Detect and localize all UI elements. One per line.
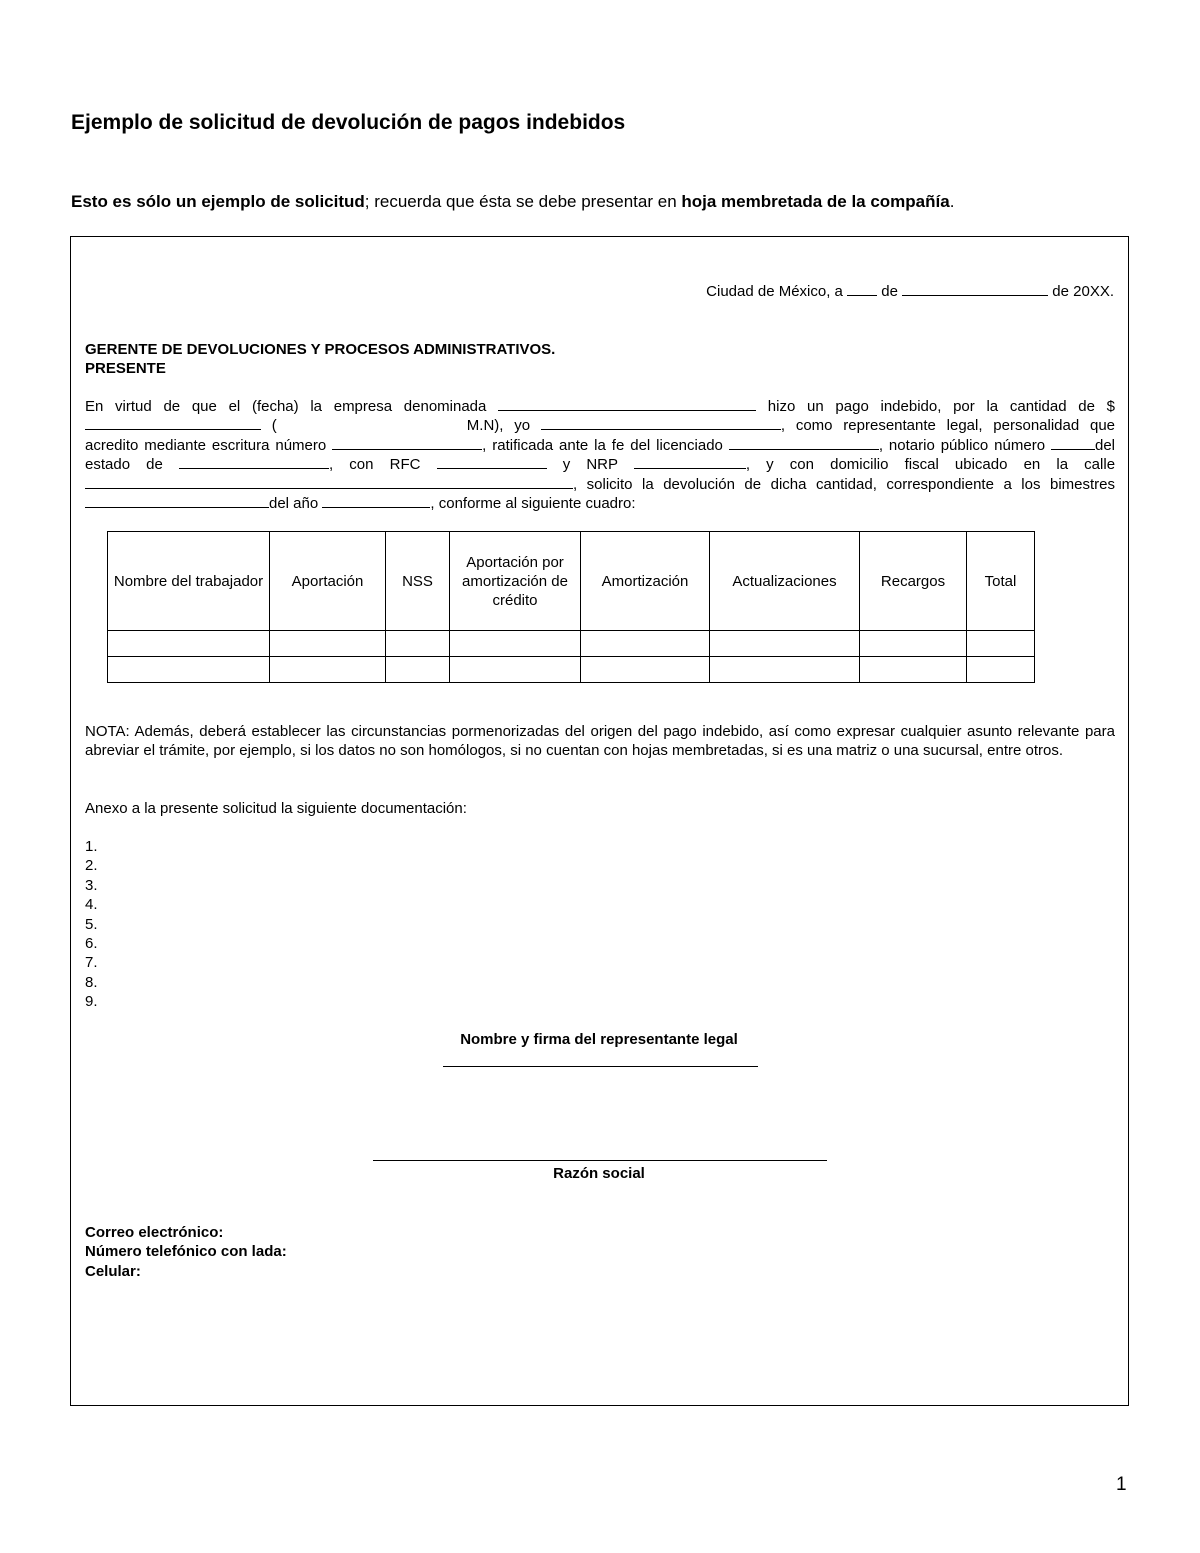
list-item: 5. [85, 915, 98, 933]
list-item: 7. [85, 954, 98, 972]
amount-blank[interactable] [85, 416, 261, 430]
col-actualizaciones: Actualizaciones [710, 532, 860, 631]
phone-label: Número telefónico con lada: [85, 1243, 287, 1261]
intro-end: . [949, 192, 955, 211]
addressee-title: GERENTE DE DEVOLUCIONES Y PROCESOS ADMINISTRATIVOS. [85, 341, 556, 358]
payment-table [107, 531, 1035, 683]
anexo-text: Anexo a la presente solicitud la siguiente documentación: [85, 800, 467, 817]
intro-bold-letterhead: hoja membretada de la compañía [681, 192, 950, 211]
nrp-blank[interactable] [634, 455, 746, 469]
document-list [85, 837, 1115, 1012]
month-blank[interactable] [902, 282, 1048, 296]
table-header-row [108, 532, 1035, 631]
page-number: 1 [1116, 1474, 1127, 1495]
email-label: Correo electrónico: [85, 1224, 224, 1241]
col-nss: NSS [386, 532, 450, 631]
licenciado-blank[interactable] [729, 436, 879, 450]
list-item: 1. [85, 838, 98, 855]
legal-rep-blank[interactable] [541, 416, 781, 430]
rfc-blank[interactable] [437, 455, 547, 469]
letter-body: En virtud de que el (fecha) la empresa denominada hizo un pago indebido, por la cantidad de $ ( M.N), yo , como representante legal, personalidad que acredito mediante escritura número , ratificada ante la fe del licenciado , notario público número del estado de , con RFC y NRP , y con domicilio fiscal ubicado en la calle , solicito la devolución de dicha cantidad, correspondiente a los bimestres del año , conforme al siguiente cuadro: [85, 398, 1116, 513]
col-aportacion-amortizacion: Aportación por amortización de crédito [450, 532, 581, 631]
state-blank[interactable] [179, 455, 329, 469]
col-nombre: Nombre del trabajador [108, 532, 270, 631]
intro-bold-example: Esto es sólo un ejemplo de solicitud [71, 192, 365, 211]
table-row [108, 657, 1035, 683]
table-row [108, 631, 1035, 657]
intro-normal: ; recuerda que ésta se debe presentar en [364, 192, 682, 211]
bimestres-blank[interactable] [85, 494, 269, 508]
page-title: Ejemplo de solicitud de devolución de pagos indebidos [71, 111, 626, 134]
notary-number-blank[interactable] [1051, 436, 1095, 450]
list-item: 8. [85, 973, 98, 991]
signature-line[interactable] [443, 1066, 758, 1067]
razon-social-line[interactable] [373, 1160, 827, 1161]
mobile-label: Celular: [85, 1262, 141, 1280]
letter-frame [70, 236, 1129, 1406]
year-blank[interactable] [322, 494, 430, 508]
nota-paragraph: NOTA: Además, deberá establecer las circunstancias pormenorizadas del origen del pago indebido, así como expresar cualquier asunto relevante para abreviar el trámite, por ejemplo, si los datos no son homólogos, si no cuentan con hojas membretadas, si es una matriz o una sucursal, entre otros. [85, 723, 1115, 760]
col-amortizacion: Amortización [581, 532, 710, 631]
list-item: 9. [85, 993, 98, 1011]
razon-social-label: Razón social [553, 1165, 645, 1182]
list-item: 3. [85, 876, 98, 894]
signature-label: Nombre y firma del representante legal [460, 1031, 738, 1048]
address-blank[interactable] [85, 475, 573, 489]
intro-text [71, 192, 954, 212]
addressee [85, 340, 1115, 379]
list-item: 4. [85, 896, 98, 914]
list-item: 6. [85, 934, 98, 952]
list-item: 2. [85, 857, 98, 875]
day-blank[interactable] [847, 282, 877, 296]
deed-number-blank[interactable] [332, 436, 482, 450]
col-total: Total [967, 532, 1035, 631]
col-aportacion: Aportación [270, 532, 386, 631]
col-recargos: Recargos [860, 532, 967, 631]
addressee-presente: PRESENTE [85, 360, 166, 378]
contact-block [85, 1223, 1115, 1281]
date-line: Ciudad de México, a de de 20XX. [706, 283, 1114, 300]
company-name-blank[interactable] [498, 397, 756, 411]
